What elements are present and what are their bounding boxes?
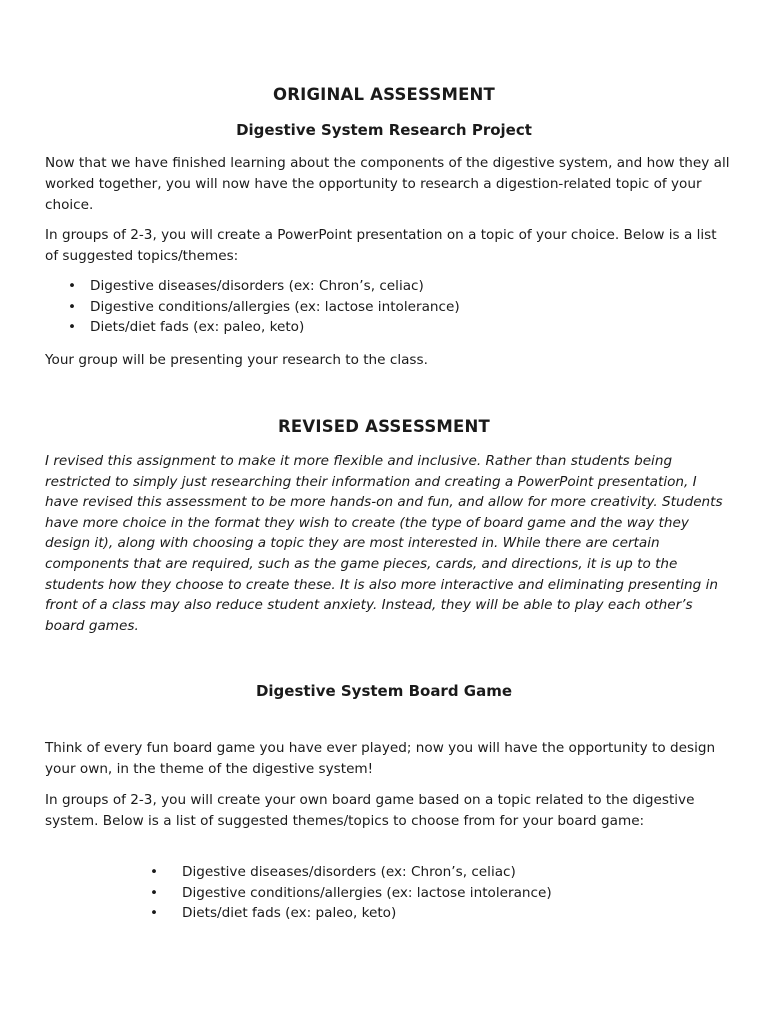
list-item: • Diets/diet fads (ex: paleo, keto)	[68, 319, 305, 335]
research-project-subheading: Digestive System Research Project	[236, 121, 532, 139]
board-game-intro-paragraph: Think of every fun board game you have ever played; now you will have the opportunity to design your own, in the theme of the digestive system!	[45, 740, 716, 777]
revised-assessment-heading: REVISED ASSESSMENT	[278, 417, 490, 436]
original-topic-list	[68, 276, 460, 338]
original-closing-paragraph: Your group will be presenting your research to the class.	[45, 352, 428, 368]
board-game-subheading: Digestive System Board Game	[255, 682, 513, 700]
original-groups-paragraph: In groups of 2-3, you will create a PowerPoint presentation on a topic of your choice. Below is a list of suggested topics/themes:	[45, 227, 717, 264]
list-item: • Digestive diseases/disorders (ex: Chron’s, celiac)	[68, 278, 424, 294]
original-assessment-heading: ORIGINAL ASSESSMENT	[272, 85, 496, 104]
list-item: • Digestive diseases/disorders (ex: Chron’s, celiac)	[150, 864, 516, 880]
board-game-topic-list	[150, 862, 552, 924]
revision-rationale-paragraph: I revised this assignment to make it more flexible and inclusive. Rather than students being restricted to simply just researching their information and creating a PowerPoint presentation, I have revised this assessment to be more hands-on and fun, and allow for more creativity. Students have more choice in the format they wish to create (the type of board game and the way they design it), along with choosing a topic they are most interested in. While there are certain components that are required, such as the game pieces, cards, and directions, it is up to the students how they choose to create these. It is also more interactive and eliminating presenting in front of a class may also reduce student anxiety. Instead, they will be able to play each other’s board games.	[45, 453, 723, 634]
list-item: • Digestive conditions/allergies (ex: lactose intolerance)	[150, 884, 552, 901]
original-intro-paragraph: Now that we have finished learning about the components of the digestive system, and how they all worked together, you will now have the opportunity to research a digestion-related topic of your choice.	[45, 155, 730, 213]
list-item: • Diets/diet fads (ex: paleo, keto)	[150, 905, 397, 921]
board-game-groups-paragraph: In groups of 2-3, you will create your own board game based on a topic related to the digestive system. Below is a list of suggested themes/topics to choose from for your board game:	[45, 792, 695, 829]
list-item: • Digestive conditions/allergies (ex: lactose intolerance)	[68, 298, 460, 315]
